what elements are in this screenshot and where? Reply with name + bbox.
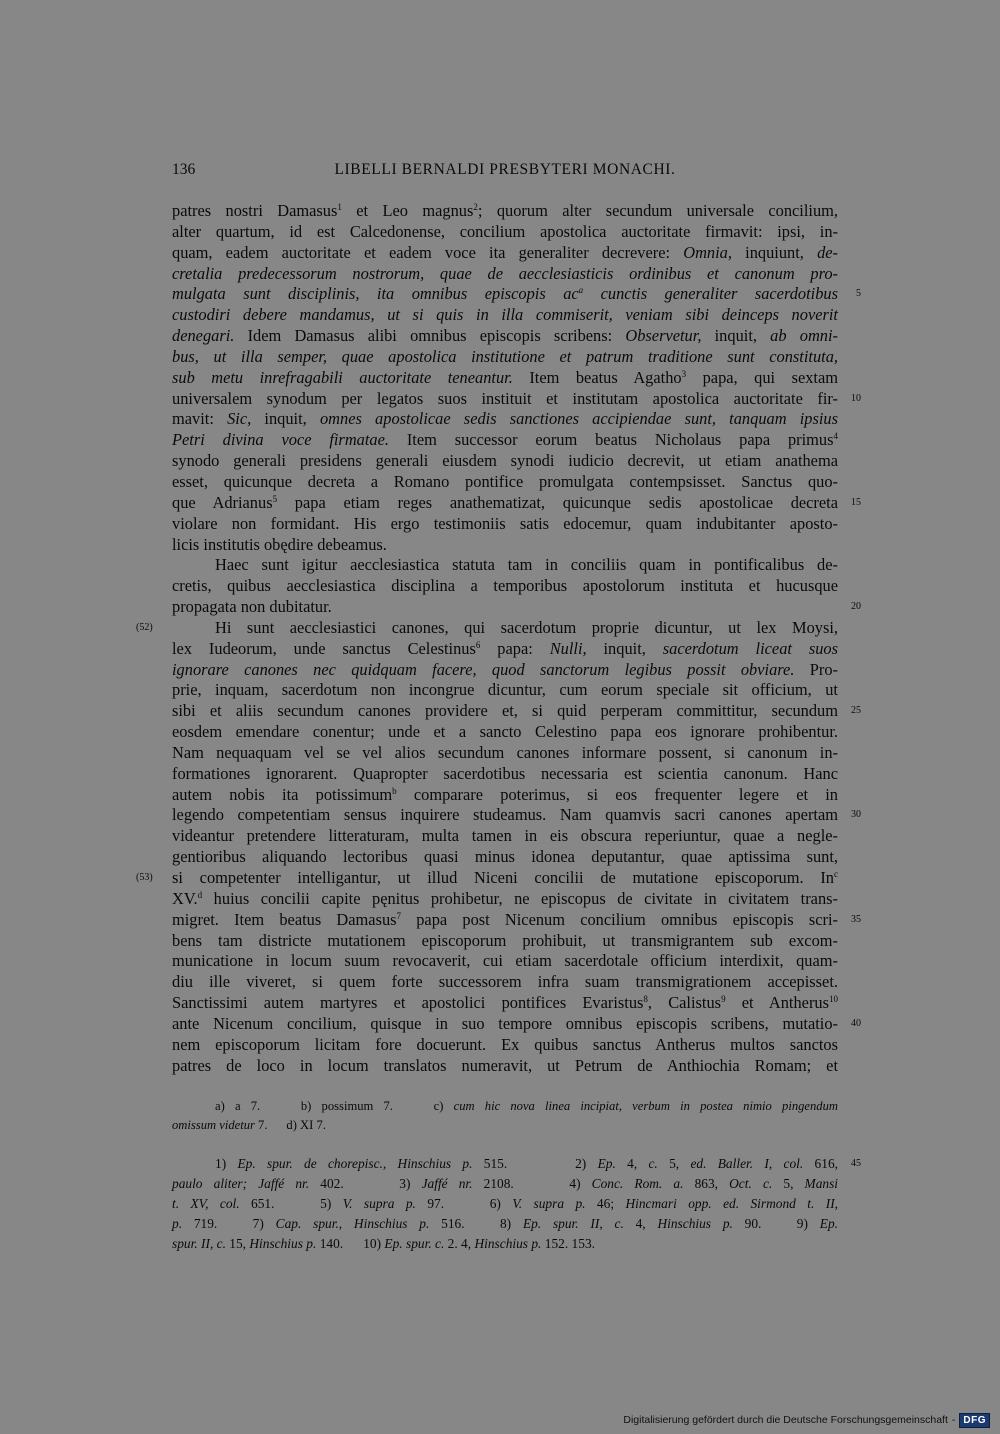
text-line: cretalia predecessorum nostrorum, quae de aecclesiasticis ordinibus et canonum pro-	[172, 263, 838, 283]
line-number: 30	[851, 809, 861, 821]
dfg-logo: DFG	[959, 1413, 990, 1428]
text-line: (52) Hi sunt aecclesiastici canones, qui sacerdotum proprie dicuntur, ut lex Moysi,	[136, 617, 838, 637]
text-line: migret. Item beatus Damasus$^7$ papa post Nicenum concilium omnibus episcopis scri- 35	[172, 909, 861, 929]
text-line: autem nobis ita potissimum$^b$ comparare poterimus, si eos frequenter legere et in	[172, 784, 838, 804]
running-title: LIBELLI BERNALDI PRESBYTERI MONACHI.	[334, 161, 676, 178]
critical-apparatus	[172, 1097, 838, 1135]
text-line: diu ille viveret, si quem forte successorem infra suam transmigrationem accepisset.	[172, 972, 838, 992]
main-text	[136, 201, 861, 1076]
text-line: municatione in locum suum revocaverit, cui etiam sacerdotale officium interdixit, quam-	[172, 951, 838, 971]
page-number: 136	[172, 161, 196, 178]
text-line: mulgata sunt disciplinis, ita omnibus episcopis $ac^a$ cunctis generaliter sacerdotibus 5	[172, 284, 861, 304]
text-line: patres nostri Damasus$^1$ et Leo magnus$^2$; quorum alter secundum universale concilium,	[172, 201, 839, 220]
text-line: XV.$^d$ huius concilii capite pęnitus prohibetur, ne episcopus de civitate in civitatem trans-	[172, 888, 838, 908]
text-line: (53) si competenter intelligantur, ut illud Niceni concilii de mutatione episcoporum. In$^c$	[136, 868, 838, 887]
footnote-line: spur. II, c. 15, Hinschius p. 140. 10) Ep. spur. c. 2. 4, Hinschius p. 152. 153.	[172, 1236, 595, 1251]
text-line: Petri divina voce firmatae. Item successor eorum beatus Nicholaus papa primus$^4$	[172, 430, 838, 450]
line-number: 45	[851, 1158, 861, 1169]
footnotes	[172, 1154, 861, 1254]
text-line: legendo competentiam sensus inquirere studeamus. Nam quamvis sacri canones apertam 30	[172, 805, 861, 825]
running-header	[172, 161, 838, 183]
line-number: 5	[856, 288, 861, 300]
text-line: sub metu inrefragabili auctoritate teneantur. Item beatus Agatho$^3$ papa, qui sextam	[172, 367, 839, 387]
text-line: Haec sunt igitur aecclesiastica statuta tam in conciliis quam in pontificalibus de-	[215, 555, 838, 575]
text-line: custodiri debere mandamus, ut si quis in illa commiserit, veniam sibi deinceps noverit	[172, 305, 838, 325]
text-line: bens tam districte mutationem episcoporum prohibuit, ut transmigrantem sub excom-	[172, 930, 838, 950]
text-line: eosdem emendare conentur; unde et a sancto Celestino papa eos ignorare prohibentur.	[172, 722, 838, 742]
footnote-line: t. XV, col. 651. 5) V. supra p. 97. 6) V. supra p. 46; Hincmari opp. ed. Sirmond t. II,	[172, 1196, 839, 1211]
text-line: synodo generali presidens generali eiusdem synodi iudicio decrevit, ut etiam anathema	[172, 451, 838, 471]
line-number: 40	[851, 1017, 861, 1029]
funding-footer: Digitalisierung gefördert durch die Deutsche Forschungsgemeinschaft - DFG	[623, 1410, 990, 1430]
text-line: prie, inquam, sacerdotum non incongrue dicuntur, cum eorum speciale sit officium, ut	[172, 680, 838, 700]
line-number: 25	[851, 705, 861, 717]
funding-text: Digitalisierung gefördert durch die Deutsche Forschungsgemeinschaft	[623, 1414, 948, 1426]
text-line: quam, eadem auctoritate et eadem voce ita generaliter decrevere: Omnia, inquiunt, de-	[172, 242, 838, 262]
text-line: licis institutis obędire debeamus.	[172, 534, 387, 554]
text-line: mavit: Sic, inquit, omnes apostolicae sedis sanctiones accipiendae sunt, tanquam ipsius	[172, 409, 839, 429]
text-line: ignorare canones nec quidquam facere, quod sanctorum legibus possit obviare. Pro-	[172, 659, 838, 679]
text-line: patres de loco in locum translatos numeravit, ut Petrum de Anthiochia Romam; et	[172, 1055, 838, 1075]
footnote-line: p. 719. 7) Cap. spur., Hinschius p. 516. 8) Ep. spur. II, c. 4, Hinschius p. 90. 9) Ep.	[172, 1216, 838, 1231]
text-line: Sanctissimi autem martyres et apostolici pontifices Evaristus$^8$, Calistus$^9$ et Antherus$^{10}$	[172, 993, 838, 1013]
text-line: alter quartum, id est Calcedonense, concilium apostolica auctoritate firmavit: ipsi, in-	[172, 221, 838, 241]
line-number: 35	[851, 913, 861, 925]
text-line: lex Iudeorum, unde sanctus Celestinus$^6$ papa: Nulli, inquit, sacerdotum liceat suos	[172, 638, 839, 658]
text-line: gentioribus aliquando lectoribus quasi minus idonea deputantur, quae aptissima sunt,	[172, 847, 838, 867]
text-line: videantur pretendere litteraturam, multa tamen in eis obscura reperiuntur, quae a negle-	[172, 826, 838, 846]
footnote-line: 1) Ep. spur. de chorepisc., Hinschius p. 515. 2) Ep. 4, c. 5, ed. Baller. I, col. 616, 45	[172, 1154, 838, 1174]
text-line: nem episcoporum licitam fore docuerunt. Ex quibus sanctus Antherus multos sanctos	[172, 1034, 838, 1054]
text-line: violare non formidant. His ergo testimoniis satis edocemur, quam indubitanter aposto-	[172, 513, 838, 533]
text-line: universalem synodum per legatos suos instituit et institutam apostolica auctoritate fir- 10	[172, 388, 861, 408]
margin-number: (52)	[136, 621, 153, 633]
line-number: 20	[851, 601, 861, 613]
note-line: omissum videtur 7. d) XI 7.	[172, 1118, 326, 1132]
margin-number: (53)	[136, 872, 153, 883]
line-number: 10	[851, 392, 861, 404]
text-line: propagata non dubitatur. 20	[172, 597, 861, 617]
text-line: cretis, quibus aecclesiastica disciplina a temporibus apostolorum instituta et hucusque	[172, 576, 838, 596]
text-line: sibi et aliis secundum canones providere et, si quid perperam committitur, secundum 25	[172, 701, 861, 721]
text-line: formationes ignorarent. Quapropter sacerdotibus necessaria est scientia canonum. Hanc	[172, 763, 838, 783]
note-line: a) a 7. b) possimum 7. c) cum hic nova linea incipiat, verbum in postea nimio pingendum	[215, 1099, 838, 1113]
text-line: ante Nicenum concilium, quisque in suo tempore omnibus episcopis scribens, mutatio- 40	[172, 1013, 861, 1033]
text-line: que Adrianus$^5$ papa etiam reges anathematizat, quicunque sedis apostolicae decreta 15	[172, 492, 861, 512]
line-number: 15	[851, 496, 861, 508]
text-line: esset, quicunque decreta a Romano pontifice promulgata contempsisset. Sanctus quo-	[172, 471, 838, 491]
footnote-line: paulo aliter; Jaffé nr. 402. 3) Jaffé nr. 2108. 4) Conc. Rom. a. 863, Oct. c. 5, Mansi	[172, 1176, 839, 1191]
text-line: Nam nequaquam vel se vel alios secundum canones informare possent, si canonum in-	[172, 742, 838, 762]
text-line: bus, ut illa semper, quae apostolica institutione et patrum traditione sunt constituta,	[172, 346, 838, 366]
text-line: denegari. Idem Damasus alibi omnibus episcopis scribens: Observetur, inquit, ab omni-	[172, 326, 838, 346]
